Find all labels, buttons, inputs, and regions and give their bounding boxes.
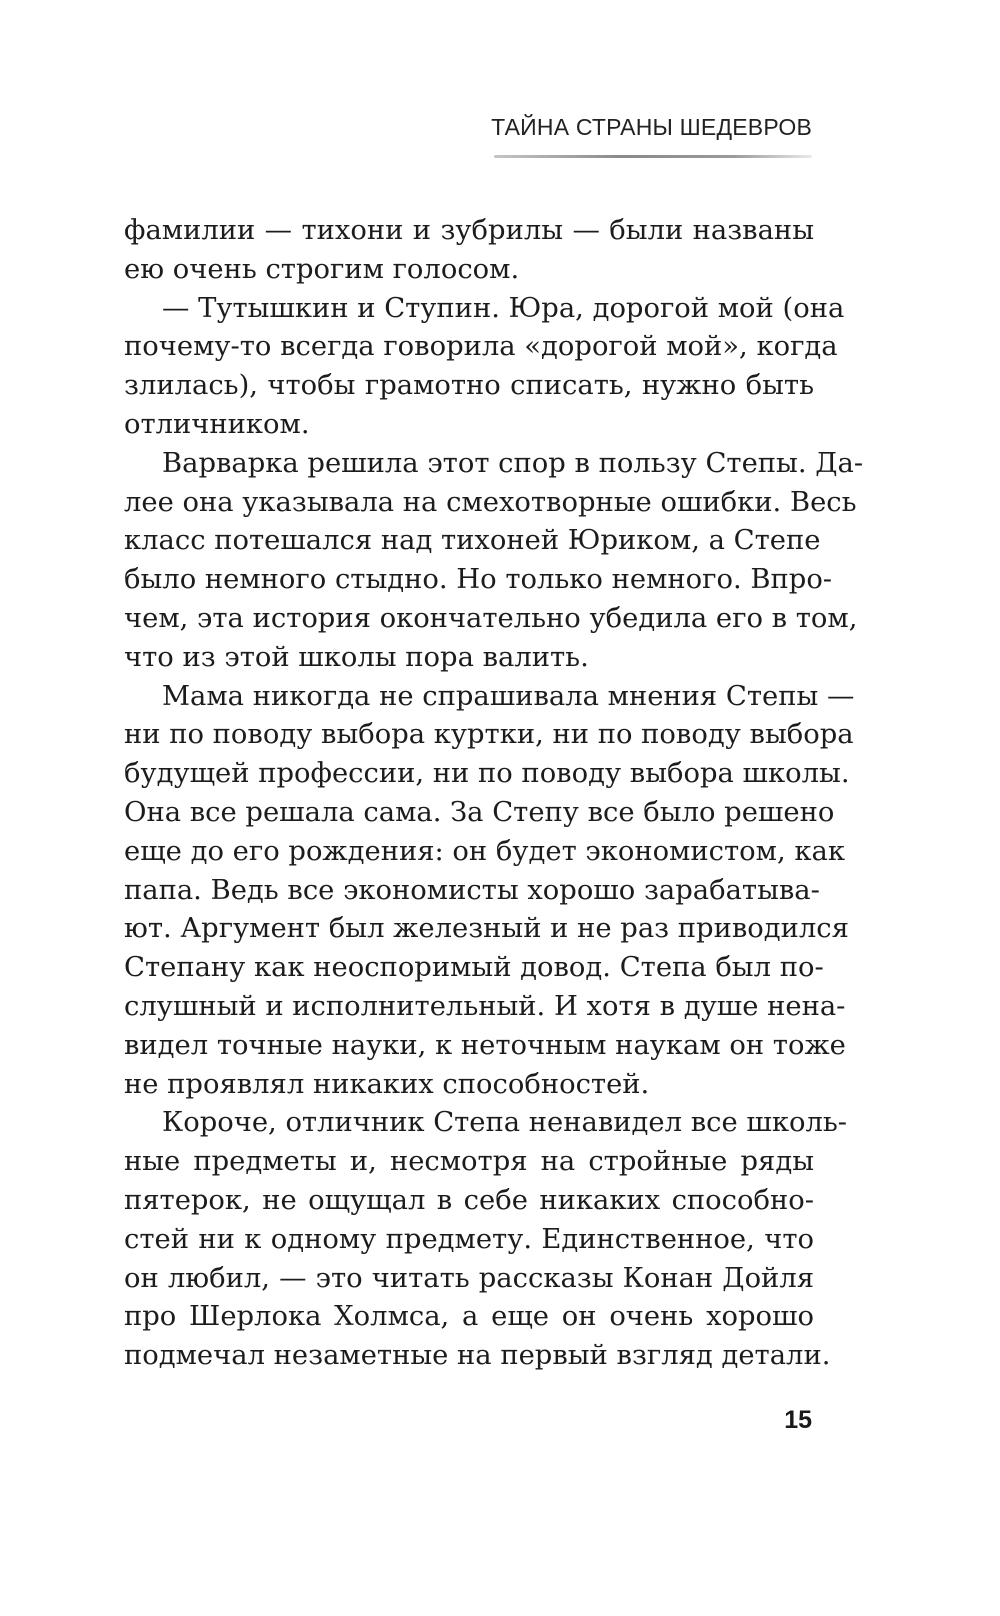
text-line: — Тутышкин и Ступин. Юра, дорогой мой (она <box>162 292 845 324</box>
running-title: ТАЙНА СТРАНЫ ШЕДЕВРОВ <box>491 114 812 140</box>
text-line: слушный и исполнительный. И хотя в душе нена- <box>124 990 846 1022</box>
header-rule <box>494 155 812 158</box>
text-line: Короче, отличник Степа ненавидел все школь- <box>162 1107 848 1139</box>
text-line: пятерок, не ощущал в себе никаких способно- <box>124 1184 814 1216</box>
text-line: фамилии — тихони и зубрилы — были названы <box>124 215 814 246</box>
text-line: злилась), чтобы грамотно списать, нужно быть <box>124 370 814 402</box>
text-line: было немного стыдно. Но только немного. Впро- <box>124 564 833 596</box>
text-line: видел точные науки, к неточным наукам он тоже <box>124 1029 846 1061</box>
text-line: про Шерлока Холмса, а еще он очень хорошо <box>124 1301 814 1333</box>
page-number: 15 <box>784 1406 812 1434</box>
text-line: ные предметы и, несмотря на стройные ряды <box>124 1146 814 1178</box>
text-line: почему-то всегда говорила «дорогой мой», когда <box>124 331 838 363</box>
text-line: ею очень строгим голосом. <box>124 253 520 285</box>
text-line: класс потешался над тихоней Юриком, а Степе <box>124 525 821 557</box>
text-line: ют. Аргумент был железный и не раз приводился <box>124 913 849 945</box>
body-text <box>124 212 864 1376</box>
text-line: подмечал незаметные на первый взгляд детали. <box>124 1340 831 1372</box>
text-line: Степану как неоспоримый довод. Степа был по- <box>124 952 824 984</box>
text-line: ни по поводу выбора куртки, ни по поводу выбора <box>124 719 854 751</box>
text-line: еще до его рождения: он будет экономистом, как <box>124 835 845 867</box>
text-line: Мама никогда не спрашивала мнения Степы — <box>162 680 855 712</box>
text-line: не проявлял никаких способностей. <box>124 1068 650 1100</box>
text-line: лее она указывала на смехотворные ошибки. Весь <box>124 486 857 518</box>
text-line: что из этой школы пора валить. <box>124 641 589 673</box>
text-line: стей ни к одному предмету. Единственное, что <box>124 1223 814 1255</box>
text-line: он любил, — это читать рассказы Конан Дойля <box>124 1262 814 1294</box>
text-line: чем, эта история окончательно убедила его в том, <box>124 602 858 634</box>
text-line: будущей профессии, ни по поводу выбора школы. <box>124 758 850 790</box>
text-line: Варварка решила этот спор в пользу Степы. Да- <box>162 447 864 479</box>
text-line: папа. Ведь все экономисты хорошо зарабатыва- <box>124 874 820 906</box>
text-line: отличником. <box>124 408 310 440</box>
text-line: Она все решала сама. За Степу все было решено <box>124 796 835 828</box>
